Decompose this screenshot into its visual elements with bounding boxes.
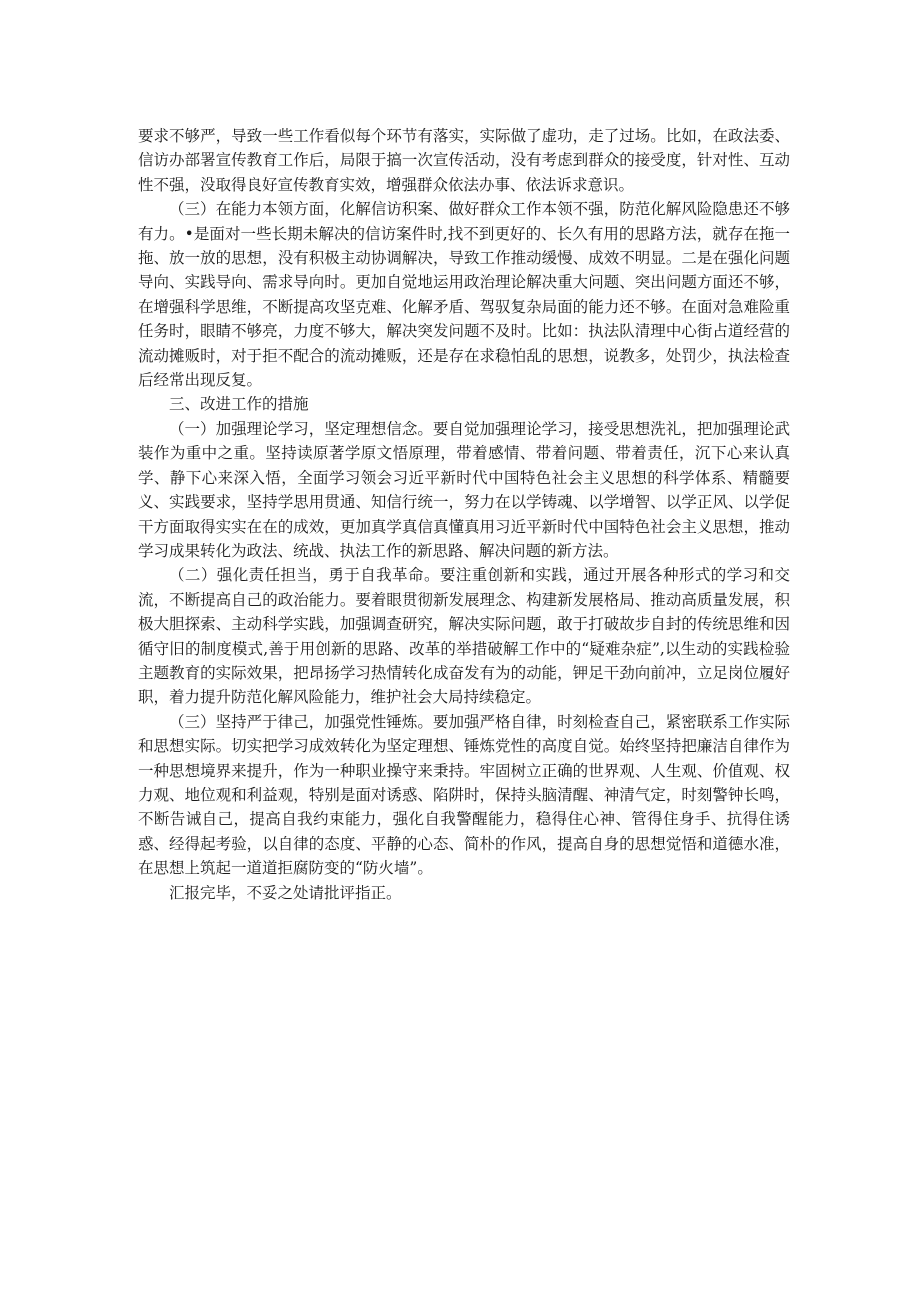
paragraph-responsibility: （二）强化责任担当，勇于自我革命。要注重创新和实践，通过开展各种形式的学习和交流，不断提高自己的政治能力。要着眼贯彻新发展理念、构建新发展格局、推动高质量发展，积极大胆探索、主动科学实践，加强调查研究，解决实际问题，敢于打破故步自封的传统思维和因循守旧的制度模式,善于用创新的思路、改革的举措破解工作中的“疑难杂症”,以生动的实践检验主题教育的实际效果，把昂扬学习热情转化成奋发有为的动能，钾足干劲向前冲，立足岗位履好职，着力提升防范化解风险能力，维护社会大局持续稳定。 (138, 566, 790, 707)
paragraph-theory-study: （一）加强理论学习，坚定理想信念。要自觉加强理论学习，接受思想洗礼，把加强理论武装作为重中之重。坚持读原著学原文悟原理，带着感情、带着问题、带着责任，沉下心来认真学、静下心来深入悟，全面学习领会习近平新时代中国特色社会主义思想的科学体系、精髓要义、实践要求，坚持学思用贯通、知信行统一，努力在以学铸魂、以学增智、以学正风、以学促干方面取得实实在在的成效，更加真学真信真懂真用习近平新时代中国特色社会主义思想，推动学习成果转化为政法、统战、执法工作的新思路、解决问题的新方法。 (138, 419, 790, 560)
section-heading-improvement-measures: 三、改进工作的措施 (169, 395, 309, 414)
paragraph-continuation: 要求不够严，导致一些工作看似每个环节有落实，实际做了虚功，走了过场。比如，在政法委、信访办部署宣传教育工作后，局限于搞一次宣传活动，没有考虑到群众的接受度，针对性、互动性不强，没取得良好宣传教育实效，增强群众依法办事、依法诉求意识。 (138, 127, 790, 194)
document-body (138, 124, 790, 905)
paragraph-self-discipline: （三）坚持严于律己，加强党性锤炼。要加强严格自律，时刻检查自己，紧密联系工作实际和思想实际。切实把学习成效转化为坚定理想、锤炼党性的高度自觉。始终坚持把廉洁自律作为一种思想境界来提升，作为一种职业操守来秉持。牢固树立正确的世界观、人生观、价值观、权力观、地位观和利益观，特别是面对诱惑、陷阱时，保持头脑清醒、神清气定，时刻警钟长鸣，不断告诫自己，提高自我约束能力，强化自我警醒能力，稳得住心神、管得住身手、抗得住诱惑、经得起考验，以自律的态度、平静的心态、简朴的作风，提高自身的思想觉悟和道德水准，在思想上筑起一道道拒腐防变的“防火墙”。 (138, 712, 790, 878)
paragraph-ability-section: （三）在能力本领方面，化解信访积案、做好群众工作本领不强，防范化解风险隐患还不够有力。•是面对一些长期未解决的信访案件时,找不到更好的、长久有用的思路方法，就存在拖一拖、放一放的思想，没有积极主动协调解决，导致工作推动缓慢、成效不明显。二是在强化问题导向、实践导向、需求导向时。更加自觉地运用政治理论解决重大问题、突出问题方面还不够，在增强科学思维，不断提高攻坚克难、化解矛盾、驾驭复杂局面的能力还不够。在面对急难险重任务时，眼睛不够亮，力度不够大，解决突发问题不及时。比如：执法队清理中心街占道经营的流动摊贩时，对于拒不配合的流动摊贩，还是存在求稳怕乱的思想，说教多，处罚少，执法检查后经常出现反复。 (138, 200, 790, 390)
paragraph-closing: 汇报完毕，不妥之处请批评指正。 (169, 883, 402, 902)
